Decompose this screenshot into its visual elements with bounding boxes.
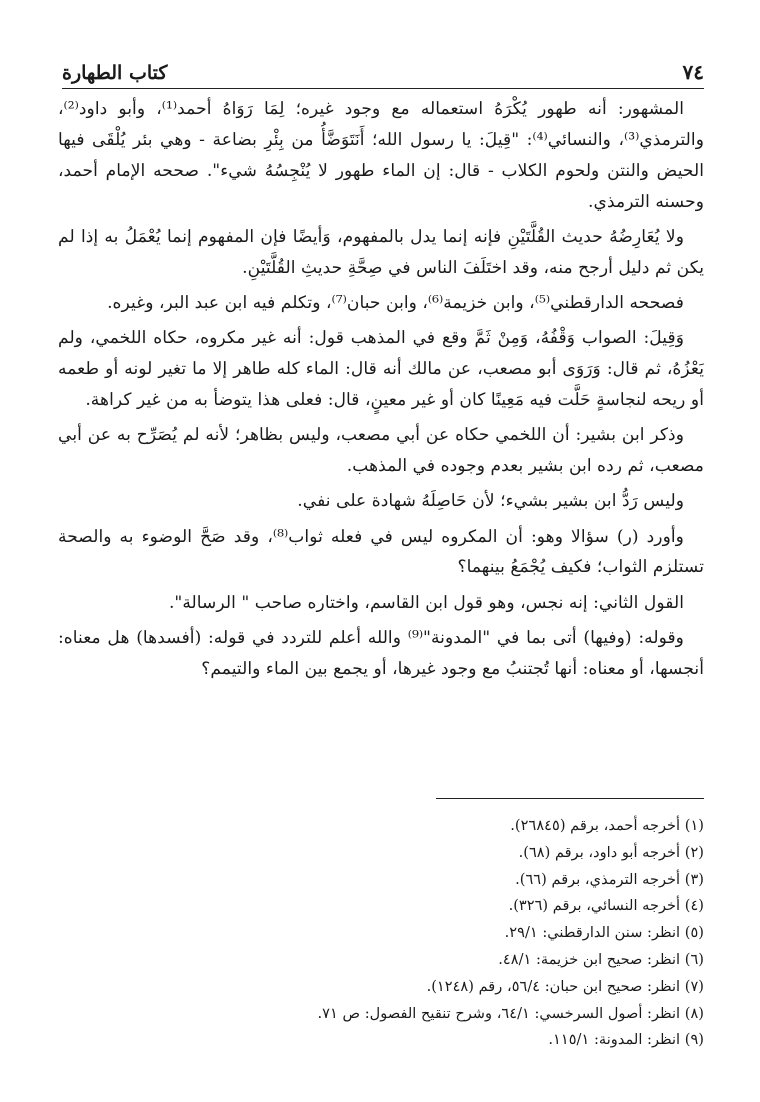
main-text (58, 94, 704, 689)
footnotes (72, 798, 704, 1054)
paragraph: وليس رَدُّ ابن بشير بشيء؛ لأن حَاصِلَهُ شهادة على نفي. (297, 491, 684, 512)
footnote: (٥) انظر: سنن الدارقطني: ٢٩/١. (504, 924, 704, 942)
footnote: (٨) انظر: أصول السرخسي: ٦٤/١، وشرح تنقيح الفصول: ص ٧١. (317, 1004, 704, 1022)
paragraph: ولا يُعَارِضُهُ حديث القُلَّتَيْنِ فإنه إنما يدل بالمفهوم، وَأيضًا فإن المفهوم إنما يُعْمَلُ به إذا لم يكن ثم دليل أرجح منه، وقد اختَلَفَ الناس في صِحَّةِ حديثِ القُلَّتَيْنِ. (58, 226, 704, 278)
footnote-separator (436, 798, 704, 799)
paragraph: فصححه الدارقطني⁽⁵⁾، وابن خزيمة⁽⁶⁾، وابن حبان⁽⁷⁾، وتكلم فيه ابن عبد البر، وغيره. (107, 293, 684, 314)
footnote: (٣) أخرجه الترمذي، برقم (٦٦). (515, 870, 704, 888)
footnote: (١) أخرجه أحمد، برقم (٢٦٨٤٥). (510, 817, 704, 834)
paragraph: وقوله: (وفيها) أتى بما في "المدونة"⁽⁹⁾ والله أعلم للتردد في قوله: (أفسدها) هل معناه: أنجسها، أو معناه: أنها تُجتنبُ مع وجود غيرها، أو يجمع بين الماء والتيمم؟ (58, 627, 704, 679)
footnote: (٤) أخرجه النسائي، برقم (٣٢٦). (508, 897, 704, 915)
paragraph: وذكر ابن بشير: أن اللخمي حكاه عن أبي مصعب، وليس بظاهر؛ لأنه لم يُصَرِّح به عن أبي مصعب، ثم رده ابن بشير بعدم وجوده في المذهب. (58, 425, 704, 477)
paragraph: المشهور: أنه طهور يُكْرَهُ استعماله مع وجود غيره؛ لِمَا رَوَاهُ أحمد⁽¹⁾، وأبو داود⁽²⁾، والترمذي⁽³⁾، والنسائي⁽⁴⁾: "قِيلَ: يا رسول الله؛ أَنَتَوَضَّأُ من بِئْرِ بضاعة - وهي بئر يُلْقَى فيها الحيض والنتن ولحوم الكلاب - قال: إن الماء طهور لا يُنْجِسُهُ شيء". صححه الإمام أحمد، وحسنه الترمذي. (58, 99, 704, 212)
paragraph: وَقِيلَ: الصواب وَقْفُهُ، وَمِنْ ثَمَّ وقع في المذهب قول: أنه غير مكروه، حكاه اللخمي، ولم يَعْزُهُ، ثم قال: وَرَوَى أبو مصعب، عن مالك أنه قال: الماء كله طاهر إلا ما تغير لونه أو طعمه أو ريحه لنجاسةٍ حَلَّت فيه مَعِينًا كان أو غير معينٍ، قال: فعلى هذا يتوضأ به من غير كراهة. (58, 328, 704, 411)
footnote: (٧) انظر: صحيح ابن حبان: ٥٦/٤، رقم (١٢٤٨). (426, 977, 704, 995)
page-header (62, 44, 704, 89)
paragraph: القول الثاني: إنه نجس، وهو قول ابن القاسم، واختاره صاحب " الرسالة". (168, 592, 684, 613)
paragraph: وأورد (ر) سؤالا وهو: أن المكروه ليس في فعله ثواب⁽⁸⁾، وقد صَحَّ الوضوء به والصحة تستلزم الثواب؛ فكيف يُجْمَعُ بينهما؟ (58, 526, 704, 578)
footnote: (٦) انظر: صحيح ابن خزيمة: ٤٨/١. (498, 950, 704, 968)
page-number: ٧٤ (682, 60, 704, 84)
footnote: (٢) أخرجه أبو داود، برقم (٦٨). (518, 843, 704, 861)
footnote: (٩) انظر: المدونة: ١١٥/١. (548, 1031, 704, 1049)
running-title: كتاب الطهارة (62, 62, 168, 84)
